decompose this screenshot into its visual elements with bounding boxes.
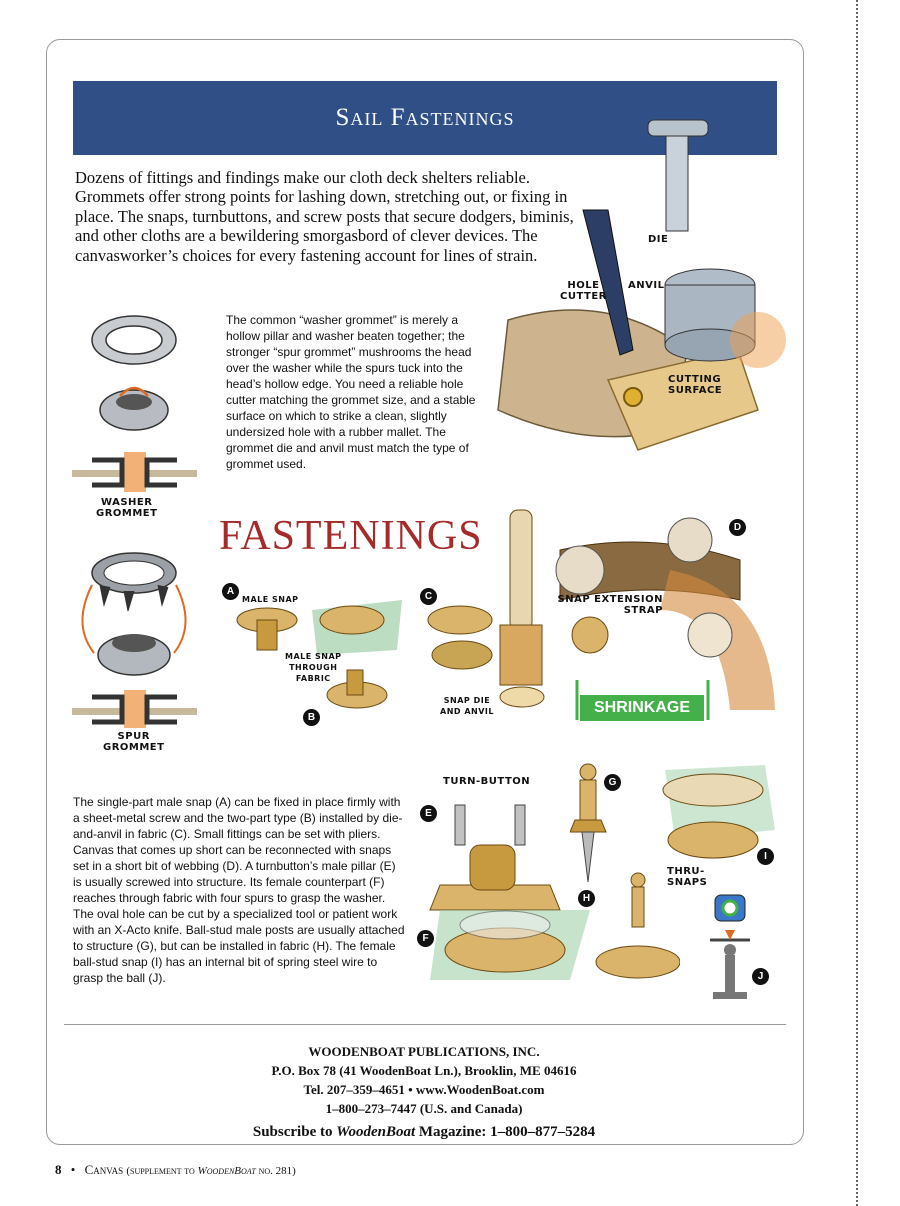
badge-j: J xyxy=(752,968,769,985)
subscribe-magazine: WoodenBoat xyxy=(336,1124,416,1140)
page-edge-perforation xyxy=(856,0,858,1206)
label-turn-button: TURN-BUTTON xyxy=(443,776,531,787)
page-number: 8 xyxy=(55,1162,62,1177)
badge-c: C xyxy=(420,588,437,605)
section-name: Canvas xyxy=(84,1162,124,1177)
label-cutting-surface xyxy=(668,374,722,396)
publisher-toll-free: 1–800–273–7447 (U.S. and Canada) xyxy=(325,1101,523,1116)
label-hole-cutter-line1: HOLE xyxy=(567,280,600,291)
label-hole-cutter xyxy=(560,280,607,302)
label-thru-line1: THRU- xyxy=(667,866,705,877)
label-spur-grommet xyxy=(103,731,164,753)
label-snap-extension-strap xyxy=(548,594,663,616)
label-snap-die-line2: AND ANVIL xyxy=(440,707,494,716)
publisher-address: P.O. Box 78 (41 WoodenBoat Ln.), Brooklin, ME 04616 xyxy=(271,1063,577,1078)
supplement-suffix: no. 281) xyxy=(255,1165,296,1177)
label-washer-line2: GROMMET xyxy=(96,508,158,519)
supplement-magazine: WoodenBoat xyxy=(197,1165,256,1177)
label-snap-die-line1: SNAP DIE xyxy=(443,696,491,705)
label-thru-line2: SNAPS xyxy=(667,877,708,888)
badge-f: F xyxy=(417,930,434,947)
label-washer-grommet xyxy=(96,497,157,519)
shrinkage-label: SHRINKAGE xyxy=(580,695,704,721)
page-footer xyxy=(55,1162,296,1178)
badge-e: E xyxy=(420,805,437,822)
subscribe-prefix: Subscribe to xyxy=(252,1124,337,1140)
turn-button-illustration xyxy=(420,790,595,990)
badge-g: G xyxy=(604,774,621,791)
snap-die-illustration xyxy=(420,505,560,715)
footer-bullet: • xyxy=(70,1162,76,1177)
label-hole-cutter-line2: CUTTER xyxy=(560,291,607,302)
fastenings-heading: FASTENINGS xyxy=(219,513,483,559)
label-cutting-line2: SURFACE xyxy=(668,385,723,396)
label-male-snap-through-fabric xyxy=(285,651,342,684)
snaps-paragraph: The single-part male snap (A) can be fixed in place firmly with a sheet-metal screw and the two-part type (B) installed by die-and-anvil in fabric (C). Small fittings can be set with pliers. Canvas that comes up short can be reconnected with snaps set in a short bit of webbing (D). A turnbutton’s male pillar (E) is usually screwed into structure. Its female counterpart (F) reaches through fabric with four spurs to grasp the washer. The oval hole can be cut by a specialized tool or patient work with an X-Acto knife. Ball-stud male posts are usually attached to structure (G), but can be installed in fabric (H). The female ball-stud snap (I) has an internal bit of spring steel wire to grasp the ball (J). xyxy=(73,795,405,985)
label-spur-line1: SPUR xyxy=(117,731,150,742)
label-snap-die-anvil xyxy=(440,695,494,717)
label-through-line2: THROUGH xyxy=(289,663,338,672)
label-extension-line2: STRAP xyxy=(623,605,663,616)
label-extension-line1: SNAP EXTENSION xyxy=(557,594,663,605)
spur-grommet-illustration xyxy=(72,545,197,730)
label-die: DIE xyxy=(648,234,669,245)
footer-divider xyxy=(64,1024,786,1025)
label-anvil: ANVIL xyxy=(628,280,665,291)
subscribe-line xyxy=(46,1123,802,1142)
publisher-phone-web: Tel. 207–359–4651 • www.WoodenBoat.com xyxy=(303,1082,545,1097)
badge-h: H xyxy=(578,890,595,907)
label-male-snap: MALE SNAP xyxy=(242,595,299,604)
label-washer-line1: WASHER xyxy=(101,497,153,508)
label-thru-snaps xyxy=(667,866,707,888)
label-spur-line2: GROMMET xyxy=(103,742,165,753)
supplement-prefix: (supplement to xyxy=(126,1165,198,1177)
label-cutting-line1: CUTTING xyxy=(668,374,722,385)
publisher-name: WOODENBOAT PUBLICATIONS, INC. xyxy=(308,1044,540,1059)
grommet-paragraph: The common “washer grommet” is merely a hollow pillar and washer beaten together; the stronger “spur grommet” mushrooms the head over the washer while the spurs tuck into the head’s hollow edge. You need a reliable hole cutter matching the grommet size, and a stable surface on which to strike a clean, slightly undersized hole with a rubber mallet. The grommet die and anvil must match the type of grommet used. xyxy=(226,313,476,471)
badge-i: I xyxy=(757,848,774,865)
page-title: Sail Fastenings xyxy=(335,104,515,131)
label-through-line1: MALE SNAP xyxy=(285,652,342,661)
intro-paragraph: Dozens of fittings and findings make our cloth deck shelters reliable. Grommets offer strong points for lashing down, stretching out, or fixing in place. The snaps, turnbuttons, and screw posts that secure dodgers, biminis, and other cloths are a bewildering smorgasbord of clever devices. The canvasworker’s choices for every fastening account for lines of strain. xyxy=(75,168,574,265)
washer-grommet-illustration xyxy=(72,310,197,495)
label-through-line3: FABRIC xyxy=(295,674,331,683)
publisher-footer xyxy=(46,1042,802,1142)
badge-d: D xyxy=(729,519,746,536)
badge-a: A xyxy=(222,583,239,600)
subscribe-suffix: Magazine: 1–800–877–5284 xyxy=(415,1124,596,1140)
badge-b: B xyxy=(303,709,320,726)
